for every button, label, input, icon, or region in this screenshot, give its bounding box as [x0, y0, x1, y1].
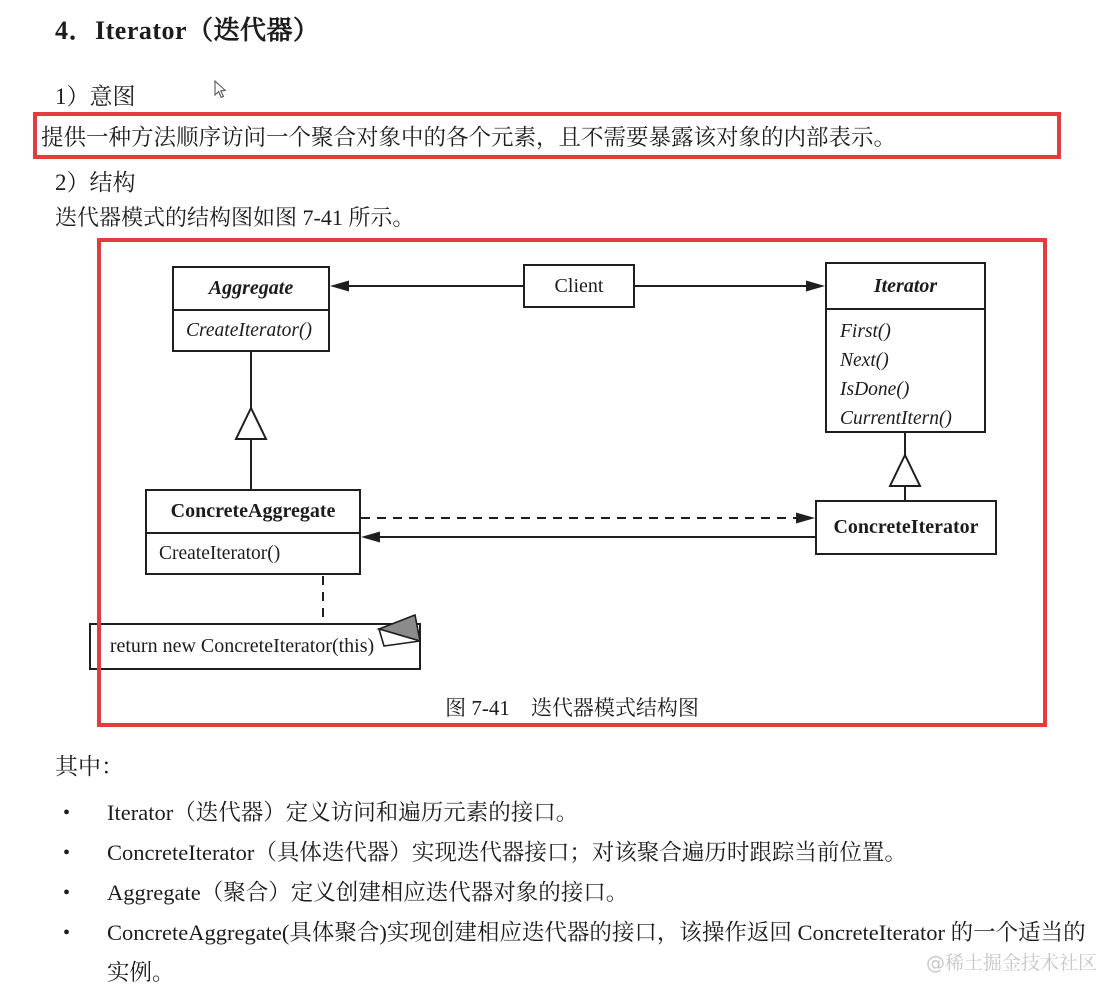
generalization-concrete-aggregate	[236, 352, 266, 489]
intent-highlight-box	[33, 112, 1061, 159]
uml-class-concrete-aggregate	[145, 489, 361, 575]
uml-class-client	[523, 264, 635, 308]
iterator-method-isdone: IsDone()	[840, 379, 910, 400]
association-concreteiterator-concreteaggregate	[361, 532, 815, 543]
uml-note	[89, 623, 421, 670]
uml-class-aggregate	[172, 266, 330, 352]
uml-class-iterator	[825, 262, 986, 433]
list-item	[55, 873, 1099, 913]
section-1-label: 1）意图	[55, 84, 136, 109]
uml-class-concrete-iterator	[815, 500, 997, 555]
bullet-icon: •	[63, 842, 71, 864]
intent-text: 提供一种方法顺序访问一个聚合对象中的各个元素，且不需要暴露该对象的内部表示。	[41, 124, 897, 150]
generalization-concrete-iterator	[890, 433, 920, 500]
mouse-cursor-icon	[212, 80, 228, 100]
iterator-method-next: Next()	[840, 350, 889, 371]
list-item	[55, 833, 1099, 873]
aggregate-method: CreateIterator()	[186, 319, 312, 341]
section-2-label: 2）结构	[55, 170, 136, 195]
iterator-method-first: First()	[840, 321, 891, 342]
iterator-method-currentitem: CurrentItern()	[840, 408, 952, 429]
among-label: 其中：	[55, 754, 124, 779]
figure-7-41-diagram	[97, 238, 1047, 727]
bullet-icon: •	[63, 802, 71, 824]
concrete-aggregate-class-name: ConcreteAggregate	[170, 500, 336, 522]
concrete-iterator-class-name: ConcreteIterator	[833, 516, 979, 538]
bullet-icon: •	[63, 882, 71, 904]
list-item	[55, 793, 1099, 833]
red-border-overlap	[97, 612, 101, 678]
figure-caption: 图 7-41 迭代器模式结构图	[445, 696, 699, 720]
page-title: 4．Iterator（迭代器）	[55, 16, 320, 45]
uml-note-text: return new ConcreteIterator(this)	[109, 635, 375, 657]
watermark: @稀土掘金技术社区	[925, 952, 1097, 974]
iterator-class-name: Iterator	[873, 274, 938, 297]
bullet-text-concrete-aggregate: ConcreteAggregate(具体聚合)实现创建相应迭代器的接口，该操作返回 ConcreteIterator 的一个适当的实例。	[107, 920, 1086, 985]
association-client-iterator	[635, 281, 825, 292]
association-client-aggregate	[330, 281, 523, 292]
structure-intro-text: 迭代器模式的结构图如图 7-41 所示。	[55, 205, 415, 230]
concrete-aggregate-method: CreateIterator()	[159, 542, 281, 564]
bullet-text-iterator: Iterator（迭代器）定义访问和遍历元素的接口。	[107, 800, 579, 825]
bullet-icon: •	[63, 922, 71, 944]
dependency-concreteaggregate-concreteiterator	[361, 513, 815, 524]
client-class-name: Client	[554, 274, 604, 297]
bullet-text-concrete-iterator: ConcreteIterator（具体迭代器）实现迭代器接口；对该聚合遍历时跟踪当前位置。	[107, 840, 907, 865]
aggregate-class-name: Aggregate	[208, 277, 294, 299]
note-dogear-icon	[375, 613, 425, 653]
bullet-text-aggregate: Aggregate（聚合）定义创建相应迭代器对象的接口。	[107, 880, 629, 905]
